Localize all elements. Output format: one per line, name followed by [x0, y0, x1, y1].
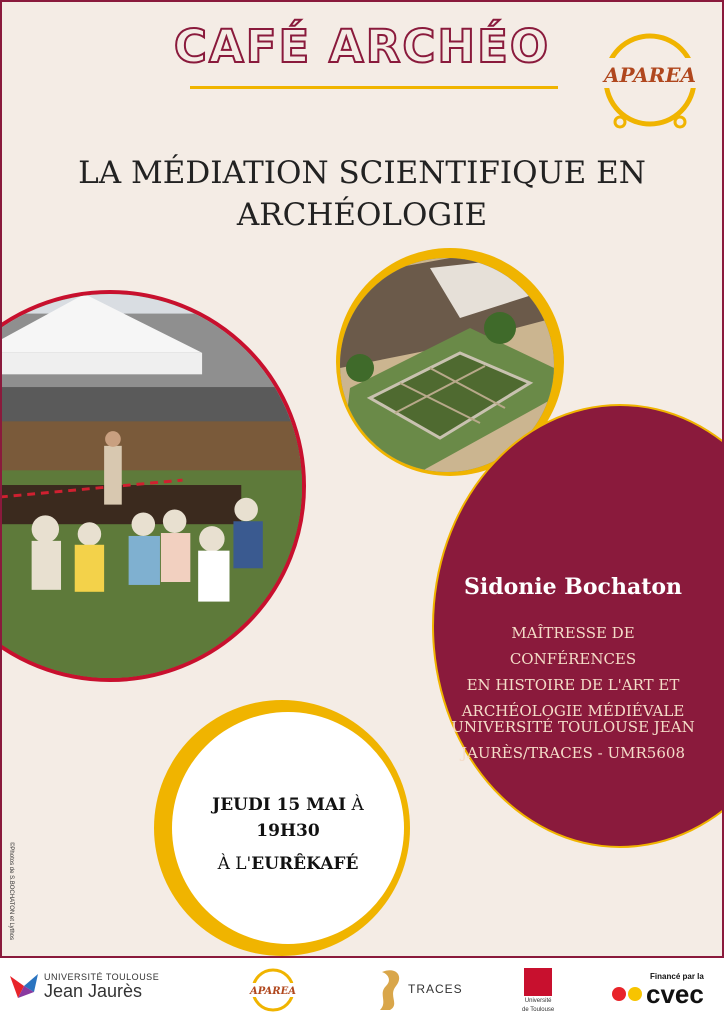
cvec-funded-by: Financé par la	[650, 972, 704, 981]
event-place-prefix: À L'	[217, 854, 252, 874]
speaker-name: Sidonie Bochaton	[463, 574, 683, 600]
aparea-small-logo	[246, 966, 300, 1018]
ut2j-logo	[8, 970, 159, 1002]
speaker-role-line2: EN HISTOIRE DE L'ART ET	[466, 676, 680, 694]
speaker-affiliation	[450, 714, 696, 766]
event-place	[188, 854, 388, 874]
speaker-role-line3: ARCHÉOLOGIE MÉDIÉVALE	[461, 702, 685, 720]
ut2j-name-line1: UNIVERSITÉ TOULOUSE	[44, 972, 160, 982]
event-date	[188, 792, 388, 844]
cvec-yellow-dot-icon	[628, 987, 642, 1001]
traces-name: TRACES	[408, 982, 463, 996]
ut2j-mark-icon	[8, 970, 40, 1002]
traces-mark-icon	[376, 966, 406, 1012]
ut2j-name-line2: Jean Jaurès	[44, 981, 143, 1001]
event-time: 19H30	[256, 821, 320, 841]
talk-title	[62, 152, 662, 236]
event-place-name: EURÊKAFÉ	[251, 854, 359, 874]
cvec-name: cvec	[646, 979, 704, 1009]
photo-credit-text: ©Photos de S.BOCHATON et Lythos	[8, 842, 14, 941]
svg-text:APAREA: APAREA	[249, 986, 297, 997]
speaker-role	[450, 620, 696, 724]
title-underline	[190, 86, 558, 89]
traces-logo	[376, 966, 463, 1012]
event-date-connector: À	[346, 795, 364, 815]
svg-text:APAREA: APAREA	[603, 63, 697, 87]
speaker-role-line1: MAÎTRESSE DE CONFÉRENCES	[509, 624, 637, 668]
speaker-affil-line2: JAURÈS/TRACES - UMR5608	[461, 744, 685, 762]
cvec-red-dot-icon	[612, 987, 626, 1001]
speaker-affil-line1: UNIVERSITÉ TOULOUSE JEAN	[451, 718, 695, 736]
event-series-title: CAFÉ ARCHÉO	[173, 20, 551, 73]
excavation-photo	[0, 290, 306, 682]
event-day: JEUDI 15 MAI	[212, 795, 347, 815]
talk-title-line1: LA MÉDIATION SCIENTIFIQUE EN	[78, 155, 646, 191]
univ-toulouse-mark-icon	[524, 968, 552, 996]
univ-toulouse-line1: Université	[524, 998, 552, 1004]
univ-toulouse-logo	[522, 968, 554, 1014]
univ-toulouse-line2: de Toulouse	[522, 1007, 555, 1013]
photo-credit	[6, 842, 16, 952]
cvec-logo	[612, 972, 704, 1007]
aparea-logo	[590, 30, 710, 140]
talk-title-line2: ARCHÉOLOGIE	[236, 197, 488, 233]
partner-logos	[0, 958, 724, 1024]
